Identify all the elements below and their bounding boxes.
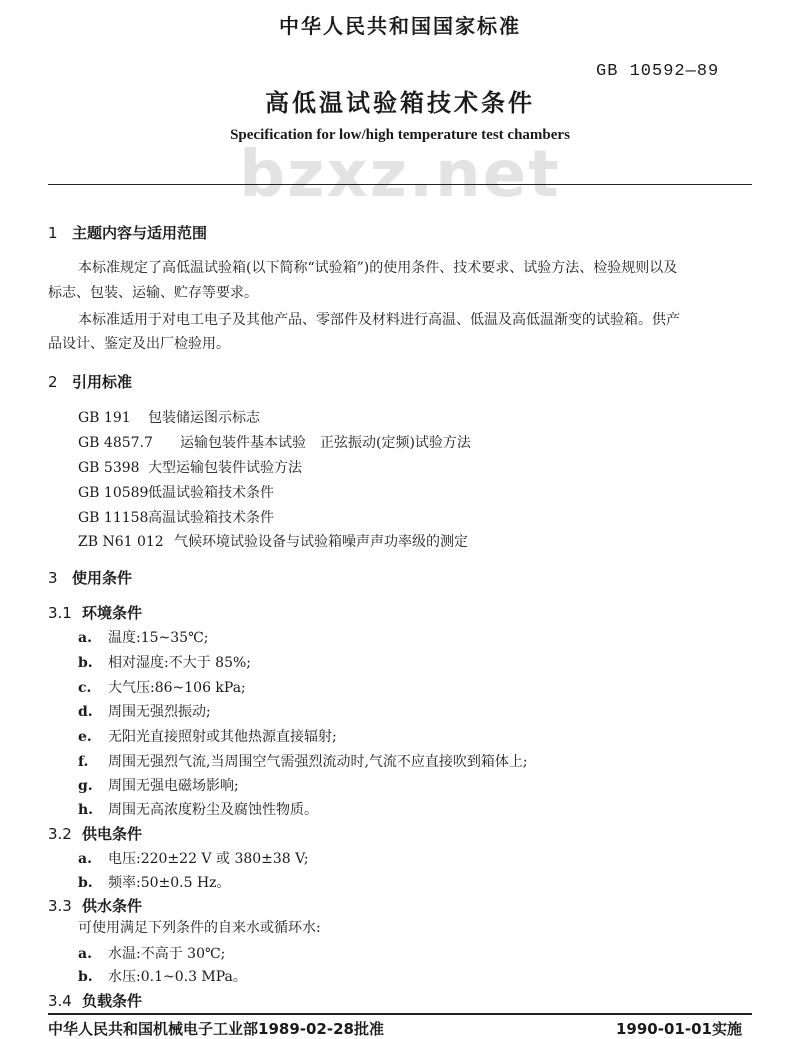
subsection-3-4-heading	[48, 990, 142, 1011]
section-1-para-2-line-1: 本标准适用于对电工电子及其他产品、零部件及材料进行高温、低温及高低温渐变的试验箱。供产	[78, 312, 680, 328]
list-label: a.	[78, 946, 92, 962]
subsection-3-3-heading	[48, 895, 142, 916]
reference-title: 气候环境试验设备与试验箱噪声声功率级的测定	[174, 534, 468, 550]
list-item	[78, 872, 231, 892]
reference-code: ZB N61 012	[78, 534, 164, 550]
list-text: 无阳光直接照射或其他热源直接辐射;	[108, 729, 337, 745]
list-label: a.	[78, 851, 92, 867]
section-1-heading	[48, 222, 207, 243]
list-label: f.	[78, 754, 89, 770]
watermark: bzxz.net	[239, 138, 561, 212]
list-label: b.	[78, 655, 93, 671]
section-number: 3	[48, 569, 58, 587]
section-title: 引用标准	[72, 373, 133, 391]
section-title: 主题内容与适用范围	[72, 224, 208, 242]
list-text: 大气压:86~106 kPa;	[108, 680, 246, 696]
list-item	[78, 799, 318, 819]
list-item	[78, 677, 246, 697]
header-divider	[48, 184, 752, 185]
reference-item	[78, 432, 471, 452]
list-item	[78, 848, 309, 868]
reference-title: 低温试验箱技术条件	[148, 485, 274, 501]
reference-title: 包装储运图示标志	[148, 410, 260, 426]
list-item	[78, 775, 239, 795]
standard-number: GB 10592—89	[596, 62, 720, 81]
subsection-title: 供水条件	[82, 897, 143, 915]
list-label: h.	[78, 802, 94, 818]
list-text: 频率:50±0.5 Hz。	[108, 875, 231, 891]
document-title: 高低温试验箱技术条件	[265, 89, 535, 117]
list-label: b.	[78, 969, 93, 985]
list-label: a.	[78, 630, 92, 646]
subsection-number: 3.4	[48, 992, 72, 1010]
reference-title: 大型运输包装件试验方法	[148, 460, 302, 476]
section-2-heading	[48, 371, 132, 392]
section-1-para-1-line-2: 标志、包装、运输、贮存等要求。	[48, 285, 258, 301]
effective-date: 1990-01-01实施	[616, 1020, 742, 1038]
section-number: 2	[48, 373, 58, 391]
reference-title: 高温试验箱技术条件	[148, 510, 274, 526]
list-item	[78, 627, 208, 647]
list-item	[78, 701, 211, 721]
reference-code: GB 5398	[78, 460, 140, 476]
subsection-number: 3.2	[48, 825, 72, 843]
subsection-title: 供电条件	[82, 825, 143, 843]
list-text: 水压:0.1~0.3 MPa。	[108, 969, 247, 985]
subsection-3-2-heading	[48, 823, 142, 844]
section-title: 使用条件	[72, 569, 133, 587]
footer-divider	[48, 1013, 752, 1015]
list-text: 电压:220±22 V 或 380±38 V;	[108, 851, 309, 867]
list-item	[78, 726, 337, 746]
list-label: g.	[78, 778, 93, 794]
approval-line: 中华人民共和国机械电子工业部1989-02-28批准	[48, 1020, 384, 1038]
list-label: c.	[78, 680, 92, 696]
document-title-english: Specification for low/high temperature test chambers	[230, 127, 570, 143]
issuing-organization: 中华人民共和国国家标准	[279, 14, 521, 38]
reference-item	[78, 457, 302, 477]
list-item	[78, 966, 247, 986]
reference-item	[78, 482, 274, 502]
list-item	[78, 943, 225, 963]
list-text: 周围无强烈振动;	[108, 704, 211, 720]
reference-code: GB 191	[78, 410, 131, 426]
list-item	[78, 652, 251, 672]
subsection-number: 3.1	[48, 604, 72, 622]
subsection-number: 3.3	[48, 897, 72, 915]
list-text: 温度:15~35℃;	[108, 630, 209, 646]
list-label: d.	[78, 704, 93, 720]
reference-item	[78, 531, 468, 551]
list-text: 周围无强电磁场影响;	[108, 778, 239, 794]
reference-item	[78, 407, 260, 427]
list-text: 水温:不高于 30℃;	[108, 946, 226, 962]
list-label: e.	[78, 729, 92, 745]
reference-code: GB 4857.7	[78, 435, 153, 451]
section-3-heading	[48, 567, 132, 588]
subsection-title: 环境条件	[82, 604, 143, 622]
section-number: 1	[48, 224, 58, 242]
list-label: b.	[78, 875, 93, 891]
list-text: 周围无高浓度粉尘及腐蚀性物质。	[108, 802, 318, 818]
reference-title: 运输包装件基本试验 正弦振动(定频)试验方法	[180, 435, 471, 451]
section-1-para-2-line-2: 品设计、鉴定及出厂检验用。	[48, 336, 230, 352]
reference-item	[78, 507, 274, 527]
list-text: 相对湿度:不大于 85%;	[108, 655, 252, 671]
reference-code: GB 11158	[78, 510, 149, 526]
section-1-para-1-line-1: 本标准规定了高低温试验箱(以下简称“试验箱”)的使用条件、技术要求、试验方法、检验规则以及	[78, 260, 678, 276]
subsection-3-3-intro: 可使用满足下列条件的自来水或循环水:	[78, 920, 321, 936]
list-text: 周围无强烈气流,当周围空气需强烈流动时,气流不应直接吹到箱体上;	[108, 754, 528, 770]
reference-code: GB 10589	[78, 485, 149, 501]
list-item	[78, 751, 528, 771]
subsection-3-1-heading	[48, 602, 142, 623]
subsection-title: 负载条件	[82, 992, 143, 1010]
